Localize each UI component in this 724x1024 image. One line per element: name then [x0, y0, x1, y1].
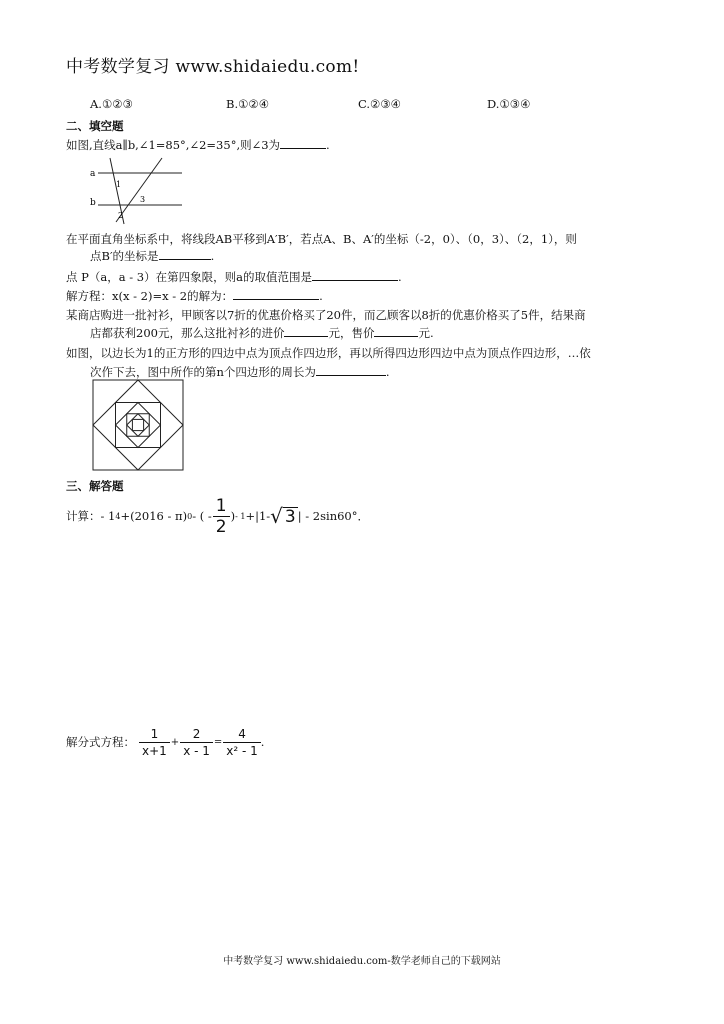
question-squares-line2: 次作下去，图中所作的第n个四边形的周长为 .: [90, 365, 390, 379]
equation-prefix: 解分式方程：: [66, 735, 135, 749]
fraction-1-denominator: x+1: [142, 743, 167, 758]
answer-blank: [280, 137, 326, 149]
choice-d: D.①③④: [487, 97, 531, 111]
question-translation-line1: 在平面直角坐标系中，将线段AB平移到A′B′，若点A、B、A′的坐标（-2，0）、（0，3）、（2，1），则: [66, 232, 577, 246]
sqrt-radicand: 3: [284, 507, 296, 527]
label-b: b: [90, 198, 96, 208]
equation-fraction-1: [139, 726, 170, 759]
calc-exp-a: 4: [115, 511, 121, 521]
calc-question: [66, 494, 369, 538]
calc-exp-b: 0: [187, 511, 193, 521]
question-quadrant-text: 点 P（a，a - 3）在第四象限，则a的取值范围是: [66, 270, 312, 284]
label-angle-1: 1: [116, 180, 122, 189]
parallel-lines-figure: [88, 156, 188, 228]
choice-b: B.①②④: [226, 97, 270, 111]
calc-prefix: 计算：: [66, 509, 101, 523]
question-shirts-line2: [90, 325, 434, 341]
question-shirts-text-b: 元，售价: [328, 326, 375, 340]
radical-sign: √: [270, 504, 283, 528]
square-2: [93, 380, 183, 470]
equation-end: .: [260, 735, 265, 749]
calc-term-a: - 1: [100, 509, 116, 523]
fraction-2-numerator: 2: [180, 726, 213, 743]
section-title-solve: 三、解答题: [66, 479, 124, 493]
answer-blank: [316, 364, 386, 376]
equation-fraction-2: [180, 726, 213, 759]
choice-a: A.①②③: [90, 97, 133, 111]
square-4: [116, 403, 161, 448]
fraction-3-denominator: x² - 1: [226, 743, 258, 758]
question-quadrant: 点 P（a，a - 3）在第四象限，则a的取值范围是 .: [66, 270, 402, 284]
question-angle: 如图,直线a∥b,∠1=85°,∠2=35°,则∠3为 .: [66, 138, 330, 152]
equals-sign: =: [213, 736, 223, 748]
answer-blank: [233, 288, 319, 300]
square-6: [127, 414, 150, 437]
question-shirts-text-c: 元.: [418, 326, 434, 340]
question-translation-text: 点B′的坐标是: [90, 249, 159, 263]
calc-term-d: ): [230, 509, 236, 523]
plus-sign: +: [170, 736, 180, 748]
question-translation-line2: 点B′的坐标是 .: [90, 249, 215, 263]
calc-fraction-denominator: 2: [215, 516, 227, 537]
question-equation: 解方程：x(x - 2)=x - 2的解为： .: [66, 289, 323, 303]
calc-term-c: - ( -: [192, 509, 212, 523]
sqrt-symbol: [270, 506, 298, 526]
answer-blank-cost: [284, 325, 328, 337]
nested-squares-figure: [92, 379, 184, 471]
label-angle-2: 2: [118, 211, 124, 220]
calc-exp-d: - 1: [235, 511, 246, 521]
question-shirts-text-a: 店都获利200元，那么这批衬衫的进价: [90, 326, 285, 340]
question-angle-text: 如图,直线a∥b,∠1=85°,∠2=35°,则∠3为: [66, 138, 281, 152]
calc-fraction: [213, 496, 230, 537]
question-squares-line1: 如图，以边长为1的正方形的四边中点为顶点作四边形，再以所得四边形四边中点为顶点作四边形，…依: [66, 346, 591, 360]
square-5: [127, 414, 150, 437]
page-header-title: 中考数学复习 www.shidaiedu.com!: [66, 57, 360, 77]
calc-term-e: +|1-: [245, 509, 271, 523]
question-squares-text: 次作下去，图中所作的第n个四边形的周长为: [90, 365, 316, 379]
page-footer: 中考数学复习 www.shidaiedu.com-数学老师自己的下载网站: [223, 956, 501, 967]
question-shirts-line1: 某商店购进一批衬衫，甲顾客以7折的优惠价格买了20件，而乙顾客以8折的优惠价格买了5件，结果商: [66, 308, 586, 322]
calc-term-f: | - 2sin60°．: [297, 509, 369, 523]
calc-fraction-numerator: 1: [213, 496, 230, 517]
label-a: a: [90, 169, 96, 179]
section-title-fill-blank: 二、填空题: [66, 119, 124, 133]
square-1: [93, 380, 183, 470]
choice-c: C.②③④: [358, 97, 401, 111]
calc-term-b: +(2016 - π): [120, 509, 188, 523]
answer-blank-price: [374, 325, 418, 337]
square-7: [132, 419, 143, 430]
fraction-3-numerator: 4: [223, 726, 261, 743]
answer-blank: [312, 269, 398, 281]
fraction-equation-question: [66, 722, 264, 762]
question-equation-text: 解方程：x(x - 2)=x - 2的解为：: [66, 289, 234, 303]
square-3: [116, 403, 161, 448]
fraction-2-denominator: x - 1: [183, 743, 210, 758]
answer-blank: [159, 248, 211, 260]
equation-fraction-3: [223, 726, 261, 759]
fraction-1-numerator: 1: [139, 726, 170, 743]
label-angle-3: 3: [140, 195, 146, 204]
